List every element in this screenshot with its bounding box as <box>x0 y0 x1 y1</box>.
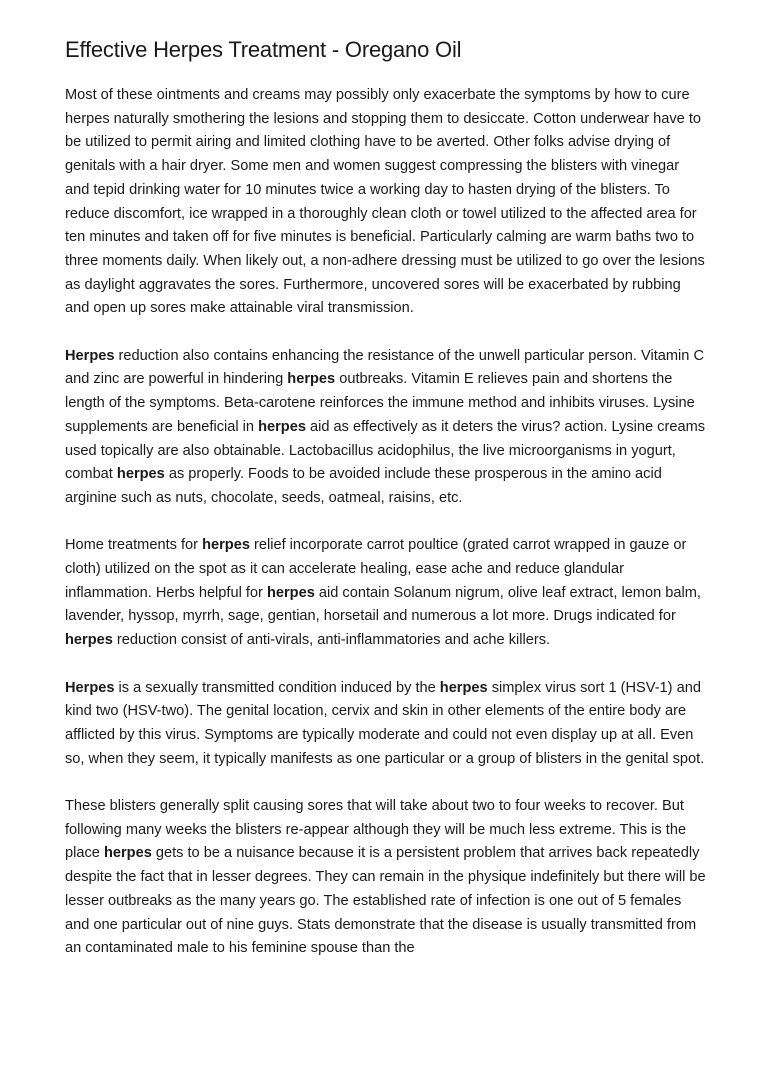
keyword-herpes: herpes <box>266 584 315 601</box>
paragraph-2 <box>65 345 706 511</box>
text-segment: simplex virus sort 1 (HSV-1) and kind two (HSV-two). The genital location, cervix and skin in other elements of the entire body are afflicted by this virus. Symptoms are typically moderate and could not even display up at all. Even so, when they seem, it typically manifests as one particular or a group of blisters in the genital spot. <box>65 679 705 767</box>
keyword-herpes: Herpes <box>65 347 115 364</box>
paragraph-4 <box>65 677 706 772</box>
paragraph-5 <box>65 795 706 961</box>
text-segment: is a sexually transmitted condition induced by the <box>114 679 440 696</box>
keyword-herpes: herpes <box>439 679 488 696</box>
text-segment: Home treatments for <box>65 537 203 554</box>
text-segment: Most of these ointments and creams may possibly only exacerbate the symptoms by how to cure herpes naturally smothering the lesions and stopping them to desiccate. Cotton underwear have to be utilized to permit airing and limited clothing have to be averted. Other folks advise drying of genitals with a hair dryer. Some men and women suggest compressing the blisters with vinegar and tepid drinking water for 10 minutes twice a working day to hasten drying of the blisters. To reduce discomfort, ice wrapped in a thoroughly clean cloth or towel utilized to the affected area for ten minutes and taken off for five minutes is beneficial. Particularly calming are warm baths two to three moments daily. When likely out, a non-adhere dressing must be utilized to go over the lesions as daylight aggravates the sores. Furthermore, uncovered sores will be exacerbated by rubbing and open up sores make attainable viral transmission. <box>65 87 705 317</box>
paragraph-1 <box>65 84 706 321</box>
text-segment: gets to be a nuisance because it is a persistent problem that arrives back repeatedly despite the fact that in lesser degrees. They can remain in the physique indefinitely but there will be lesser outbreaks as the many years go. The established rate of infection is one out of 5 females and one particular out of nine guys. Stats demonstrate that the disease is usually transmitted from an contaminated male to his feminine spouse than the <box>65 845 706 957</box>
keyword-herpes: Herpes <box>65 679 115 696</box>
text-segment: outbreaks. Vitamin E relieves pain and shortens the length of the symptoms. Beta-carotene reinforces the immune method and inhibits viruses. Lysine supplements are beneficial in <box>65 371 695 435</box>
text-segment: reduction also contains enhancing the resistance of the unwell particular person. Vitamin C and zinc are powerful in hindering <box>65 347 704 388</box>
text-segment: reduction consist of anti-virals, anti-inflammatories and ache killers. <box>112 632 551 649</box>
keyword-herpes: herpes <box>202 537 250 554</box>
keyword-herpes: herpes <box>287 371 336 388</box>
keyword-herpes: herpes <box>116 466 165 483</box>
text-segment: relief incorporate carrot poultice (grated carrot wrapped in gauze or cloth) utilized on the spot as it can accelerate healing, ease ache and reduce glandular inflammation. Herbs helpful for <box>65 537 687 601</box>
text-segment: aid contain Solanum nigrum, olive leaf extract, lemon balm, lavender, hyssop, myrrh, sage, gentian, horsetail and numerous a lot more. Drugs indicated for <box>65 584 701 625</box>
keyword-herpes: herpes <box>103 845 152 862</box>
keyword-herpes: herpes <box>258 418 306 435</box>
page-title: Effective Herpes Treatment - Oregano Oil <box>65 37 462 62</box>
text-segment: aid as effectively as it deters the virus? action. Lysine creams used topically are also obtainable. Lactobacillus acidophilus, the live microorganisms in yogurt, combat <box>65 418 706 483</box>
text-segment: These blisters generally split causing sores that will take about two to four weeks to recover. But following many weeks the blisters re-appear although they will be much less extreme. This is the place <box>65 798 687 862</box>
keyword-herpes: herpes <box>65 632 113 649</box>
text-segment: as properly. Foods to be avoided include these prosperous in the amino acid arginine such as nuts, chocolate, seeds, oatmeal, raisins, etc. <box>65 466 662 506</box>
paragraph-3 <box>65 534 706 653</box>
